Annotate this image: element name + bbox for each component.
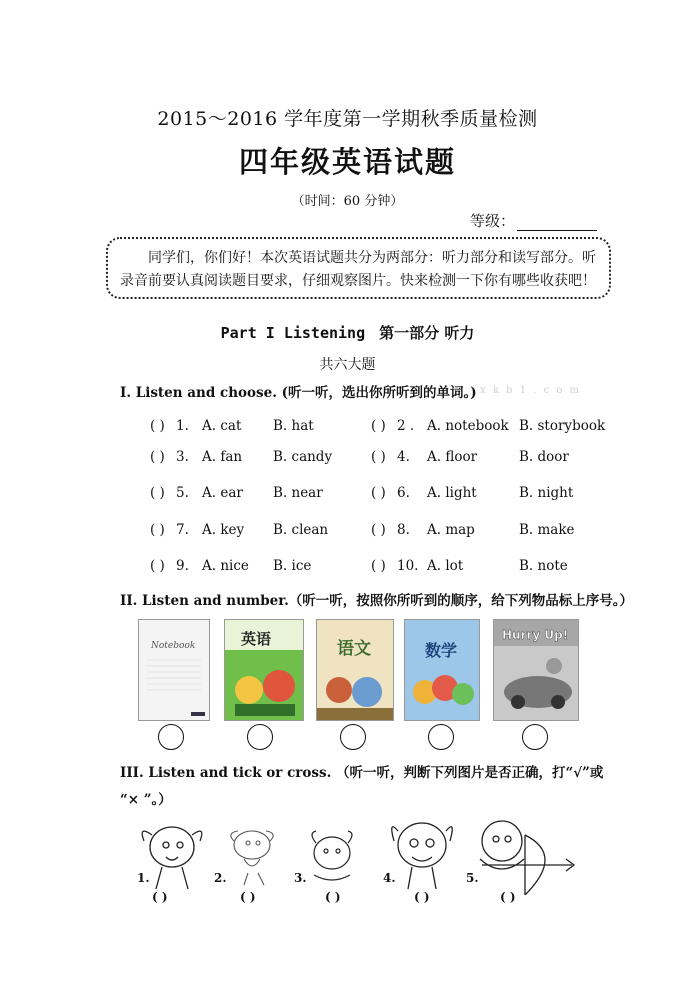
pic-num-1: 1. — [137, 871, 150, 885]
question-number: 6. — [397, 485, 410, 501]
number-circle-5[interactable] — [522, 724, 548, 750]
exam-year-title: 2015～2016 学年度第一学期秋季质量检测 — [157, 108, 538, 130]
number-circle-3[interactable] — [340, 724, 366, 750]
grade-blank[interactable] — [517, 216, 597, 231]
math-book-label: 数学 — [425, 641, 458, 660]
option-b: B. note — [519, 558, 568, 574]
exam-main-title: 四年级英语试题 — [238, 145, 456, 179]
chinese-book-image — [316, 619, 394, 721]
goat-picture-3-icon — [312, 831, 352, 880]
pic-num-3: 3. — [294, 871, 307, 885]
answer-paren-q9[interactable]: ( ) — [150, 558, 165, 574]
chinese-book-label: 语文 — [337, 639, 371, 659]
option-a: A. lot — [427, 558, 464, 574]
storybook-label: Hurry Up! — [502, 628, 569, 642]
option-a: A. floor — [427, 449, 478, 465]
notebook-image — [138, 619, 210, 721]
option-b: B. door — [519, 449, 569, 465]
grade-label: 等级： — [470, 212, 516, 230]
goat-picture-5-icon — [480, 821, 574, 895]
answer-paren-q2[interactable]: ( ) — [371, 418, 386, 434]
section3-title: III. Listen and tick or cross. （听一听，判断下列图片是否正确，打“√”或 — [120, 765, 604, 781]
grade-field — [470, 210, 597, 231]
question-number: 1. — [176, 418, 189, 434]
option-b: B. hat — [273, 418, 314, 434]
number-circle-1[interactable] — [158, 724, 184, 750]
section1-title: I. Listen and choose. (听一听，选出你所听到的单词。) — [120, 385, 477, 401]
option-a: A. cat — [202, 418, 242, 434]
section2-title: II. Listen and number.（听一听，按照你所听到的顺序，给下列物品标上序号。） — [120, 593, 634, 609]
goat-picture-1-icon — [142, 827, 202, 889]
section-count: 共六大题 — [319, 357, 376, 373]
part1-title-cn: 第一部分 听力 — [379, 324, 475, 342]
answer-paren-pic-1[interactable]: ( ) — [152, 890, 168, 904]
notebook-label: Notebook — [151, 641, 196, 651]
answer-paren-pic-2[interactable]: ( ) — [240, 890, 256, 904]
pic-num-5: 5. — [466, 871, 479, 885]
goat-picture-2-icon — [231, 831, 273, 885]
option-b: B. storybook — [519, 418, 606, 434]
option-b: B. night — [519, 485, 574, 501]
answer-paren-q4[interactable]: ( ) — [371, 449, 386, 465]
chinese-book-cover-icon — [317, 620, 393, 720]
answer-paren-q10[interactable]: ( ) — [371, 558, 386, 574]
option-b: B. clean — [273, 522, 329, 538]
part1-heading — [0, 322, 695, 343]
english-book-image — [224, 619, 304, 721]
question-number: 8. — [397, 522, 410, 538]
answer-paren-pic-3[interactable]: ( ) — [325, 890, 341, 904]
notebook-cover-icon — [139, 620, 209, 720]
time-note: （时间：60 分钟） — [291, 194, 404, 209]
answer-paren-pic-5[interactable]: ( ) — [500, 890, 516, 904]
answer-paren-q5[interactable]: ( ) — [150, 485, 165, 501]
answer-paren-q3[interactable]: ( ) — [150, 449, 165, 465]
answer-paren-q8[interactable]: ( ) — [371, 522, 386, 538]
english-book-label: 英语 — [241, 630, 272, 648]
english-book-cover-icon — [225, 620, 303, 720]
watermark: x k b 1 . c o m — [480, 385, 581, 396]
option-a: A. light — [427, 485, 477, 501]
pic-num-4: 4. — [383, 871, 396, 885]
option-b: B. ice — [273, 558, 312, 574]
option-b: B. candy — [273, 449, 333, 465]
storybook-image — [493, 619, 579, 721]
question-number: 7. — [176, 522, 189, 538]
option-a: A. notebook — [427, 418, 509, 434]
option-a: A. ear — [202, 485, 243, 501]
math-book-cover-icon — [405, 620, 479, 720]
question-number: 10. — [397, 558, 419, 574]
section3-title-line2: “× ”。） — [120, 792, 172, 808]
option-a: A. map — [427, 522, 475, 538]
answer-paren-q1[interactable]: ( ) — [150, 418, 165, 434]
option-a: A. key — [202, 522, 245, 538]
question-number: 4. — [397, 449, 410, 465]
question-number: 2 . — [397, 418, 415, 434]
answer-paren-q7[interactable]: ( ) — [150, 522, 165, 538]
answer-paren-q6[interactable]: ( ) — [371, 485, 386, 501]
option-a: A. fan — [202, 449, 243, 465]
part1-title: Part I Listening — [220, 324, 366, 342]
storybook-cover-icon — [494, 620, 578, 720]
question-number: 5. — [176, 485, 189, 501]
option-b: B. make — [519, 522, 575, 538]
question-number: 9. — [176, 558, 189, 574]
goat-pictures — [130, 815, 580, 895]
notice-box: 同学们，你们好！本次英语试题共分为两部分：听力部分和读写部分。听录音前要认真阅读题目要求，仔细观察图片。快来检测一下你有哪些收获吧！ — [106, 237, 611, 299]
goat-picture-4-icon — [392, 823, 453, 889]
pic-num-2: 2. — [214, 871, 227, 885]
option-a: A. nice — [202, 558, 249, 574]
answer-paren-pic-4[interactable]: ( ) — [414, 890, 430, 904]
option-b: B. near — [273, 485, 323, 501]
question-number: 3. — [176, 449, 189, 465]
number-circle-2[interactable] — [247, 724, 273, 750]
math-book-image — [404, 619, 480, 721]
number-circle-4[interactable] — [428, 724, 454, 750]
